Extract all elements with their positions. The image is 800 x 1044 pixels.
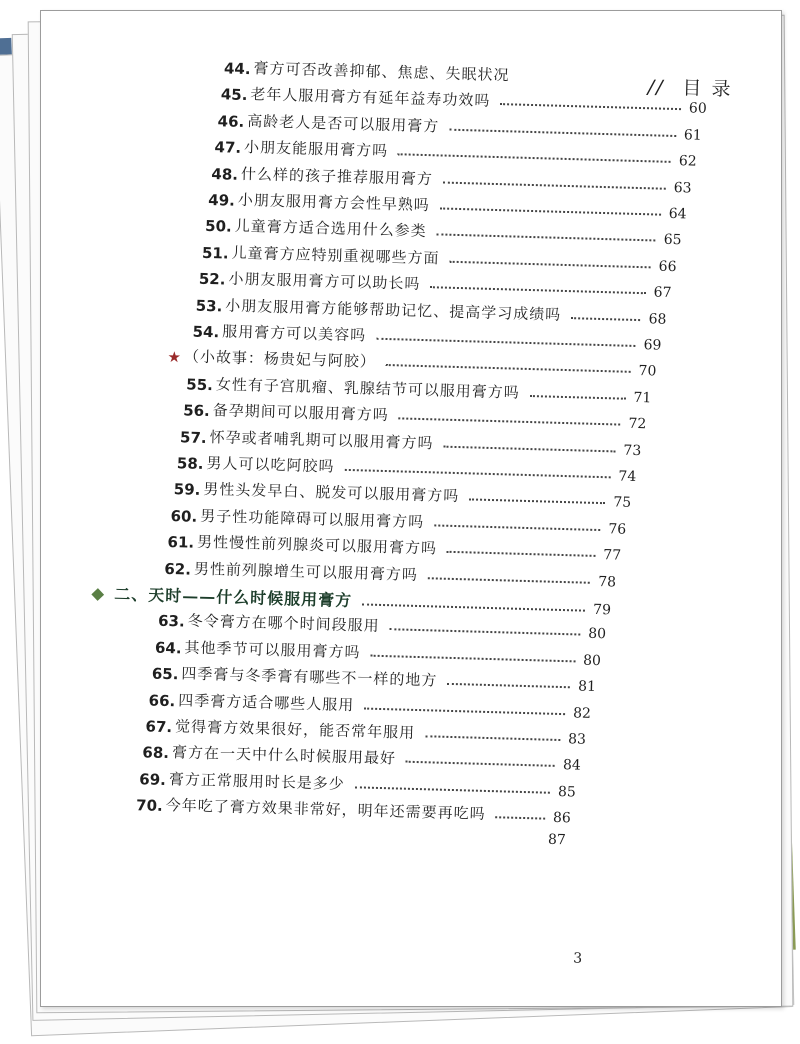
entry-page: 71 bbox=[633, 389, 652, 407]
entry-title: 觉得膏方效果很好，能否常年服用 bbox=[174, 717, 416, 742]
entry-title: 高龄老人是否可以服用膏方 bbox=[247, 111, 440, 136]
star-icon: ★ bbox=[167, 348, 182, 367]
entry-number: 44. bbox=[223, 59, 251, 79]
dot-leader bbox=[428, 577, 590, 584]
entry-number: 46. bbox=[217, 112, 245, 131]
entry-number: 69. bbox=[139, 770, 167, 789]
entry-title: 四季膏与冬季膏有哪些不一样的地方 bbox=[181, 664, 438, 690]
entry-number: 68. bbox=[142, 743, 170, 763]
entry-title: 四季膏方适合哪些人服用 bbox=[178, 690, 355, 714]
entry-number: 63. bbox=[157, 612, 185, 631]
entry-number: 51. bbox=[201, 243, 229, 263]
dot-leader bbox=[390, 629, 581, 636]
dot-leader bbox=[530, 395, 626, 400]
entry-title: 男性慢性前列腺炎可以服用膏方吗 bbox=[196, 532, 438, 558]
entry-number: 50. bbox=[204, 217, 232, 237]
entry-page: 63 bbox=[673, 179, 692, 197]
entry-page: 74 bbox=[618, 468, 637, 486]
entry-number: 53. bbox=[195, 296, 223, 315]
entry-page: 85 bbox=[557, 783, 576, 801]
entry-title: 膏方正常服用时长是多少 bbox=[168, 769, 346, 793]
entry-page: 72 bbox=[628, 415, 647, 433]
entry-title: 备孕期间可以服用膏方吗 bbox=[212, 401, 389, 425]
dot-leader bbox=[443, 445, 615, 452]
entry-title: 女性有子宫肌瘤、乳腺结节可以服用膏方吗 bbox=[215, 375, 521, 402]
entry-page: 84 bbox=[562, 757, 582, 774]
entry-title: 男子性功能障碍可以服用膏方吗 bbox=[199, 506, 425, 531]
entry-number: 58. bbox=[176, 454, 204, 473]
dot-leader bbox=[430, 286, 645, 294]
entry-number: 65. bbox=[151, 664, 179, 684]
entry-title: 小朋友服用膏方能够帮助记忆、提高学习成绩吗 bbox=[225, 296, 562, 324]
entry-page: 73 bbox=[623, 442, 642, 459]
dot-leader bbox=[447, 551, 595, 557]
entry-page: 75 bbox=[613, 494, 632, 512]
entry-page: 62 bbox=[678, 153, 697, 170]
entry-number: 64. bbox=[154, 638, 182, 658]
entry-page: 65 bbox=[663, 232, 682, 249]
entry-page: 77 bbox=[603, 547, 622, 564]
entry-title: 怀孕或者哺乳期可以服用膏方吗 bbox=[209, 427, 434, 452]
header-mark: // bbox=[647, 76, 665, 99]
entry-title: 冬令膏方在哪个时间段服用 bbox=[187, 611, 380, 636]
section-title: 二、天时——什么时候服用膏方 bbox=[113, 584, 353, 611]
dot-leader bbox=[399, 418, 621, 426]
entry-number: 56. bbox=[182, 401, 211, 421]
dot-leader bbox=[364, 707, 565, 715]
entry-page: 76 bbox=[608, 521, 627, 538]
header-title: 目 录 bbox=[682, 77, 733, 101]
entry-page: 64 bbox=[668, 205, 687, 223]
entry-number: 52. bbox=[198, 269, 226, 289]
dot-leader bbox=[406, 761, 555, 767]
entry-number: 62. bbox=[164, 559, 192, 579]
dot-leader bbox=[437, 234, 656, 242]
page-number: 3 bbox=[573, 950, 583, 967]
dot-leader bbox=[370, 654, 575, 662]
entry-number: 54. bbox=[192, 322, 220, 342]
entry-number: 55. bbox=[186, 375, 214, 394]
entry-title: 什么样的孩子推荐服用膏方 bbox=[240, 164, 434, 188]
entry-number: 66. bbox=[148, 691, 176, 710]
dot-leader bbox=[376, 338, 636, 347]
entry-page: 68 bbox=[648, 310, 667, 328]
entry-page: 87 bbox=[547, 831, 567, 848]
entry-title: 小朋友服用膏方可以助长吗 bbox=[228, 269, 421, 294]
entry-title: 今年吃了膏方效果非常好，明年还需要再吃吗 bbox=[165, 796, 486, 824]
dot-leader bbox=[449, 261, 650, 269]
entry-number: 47. bbox=[214, 138, 242, 158]
dot-leader bbox=[440, 207, 661, 215]
story-page: 70 bbox=[638, 363, 657, 380]
entry-title: 服用膏方可以美容吗 bbox=[221, 322, 367, 345]
entry-title: 膏方在一天中什么时候服用最好 bbox=[171, 743, 397, 768]
dot-leader bbox=[449, 128, 676, 136]
entry-title: 老年人服用膏方有延年益寿功效吗 bbox=[250, 85, 491, 111]
entry-number: 59. bbox=[173, 480, 201, 500]
entry-page: 80 bbox=[587, 626, 607, 643]
dot-leader bbox=[362, 603, 585, 611]
entry-title: 小朋友服用膏方会性早熟吗 bbox=[237, 190, 431, 215]
dot-leader bbox=[344, 469, 610, 478]
entry-title: 男人可以吃阿胶吗 bbox=[206, 454, 335, 476]
story-title: （小故事：杨贵妃与阿胶） bbox=[183, 347, 377, 372]
entry-page: 78 bbox=[598, 573, 617, 591]
entry-page: 81 bbox=[577, 678, 597, 696]
entry-number: 49. bbox=[208, 190, 236, 210]
entry-number: 57. bbox=[179, 427, 207, 447]
entry-number: 60. bbox=[170, 506, 198, 526]
entry-page: 66 bbox=[658, 258, 677, 275]
dot-leader bbox=[398, 153, 671, 163]
entry-number: 45. bbox=[220, 85, 248, 105]
entry-title: 其他季节可以服用膏方吗 bbox=[184, 638, 361, 662]
entry-page: 82 bbox=[572, 704, 592, 722]
entry-page: 67 bbox=[653, 284, 672, 302]
dot-leader bbox=[425, 735, 560, 741]
entry-number: 61. bbox=[167, 533, 195, 552]
dot-leader bbox=[447, 683, 570, 688]
dot-leader bbox=[496, 816, 545, 819]
entry-page: 69 bbox=[643, 337, 662, 354]
dot-leader bbox=[386, 364, 631, 373]
entry-page: 80 bbox=[582, 652, 602, 669]
dot-leader bbox=[571, 317, 640, 321]
entry-page: 60 bbox=[688, 100, 707, 118]
entry-title: 儿童膏方应特别重视哪些方面 bbox=[231, 243, 440, 268]
entry-number: 48. bbox=[211, 164, 239, 184]
section-page: 79 bbox=[592, 601, 612, 619]
entry-title: 膏方可否改善抑郁、焦虑、失眠状况 bbox=[253, 59, 510, 85]
dot-leader bbox=[469, 499, 605, 505]
diamond-icon bbox=[91, 588, 104, 601]
entry-title: 儿童膏方适合选用什么参类 bbox=[234, 217, 427, 241]
dot-leader bbox=[355, 786, 550, 793]
dot-leader bbox=[500, 103, 681, 110]
entry-title: 男性头发早白、脱发可以服用膏方吗 bbox=[203, 480, 460, 506]
entry-page: 83 bbox=[567, 731, 587, 748]
entry-title: 小朋友能服用膏方吗 bbox=[243, 138, 389, 161]
entry-title: 男性前列腺增生可以服用膏方吗 bbox=[193, 559, 419, 584]
dot-leader bbox=[443, 181, 666, 189]
dot-leader bbox=[434, 524, 600, 531]
entry-page: 61 bbox=[683, 127, 702, 144]
entry-page: 86 bbox=[552, 810, 571, 827]
entry-number: 70. bbox=[135, 796, 163, 816]
entry-number: 67. bbox=[145, 717, 173, 737]
